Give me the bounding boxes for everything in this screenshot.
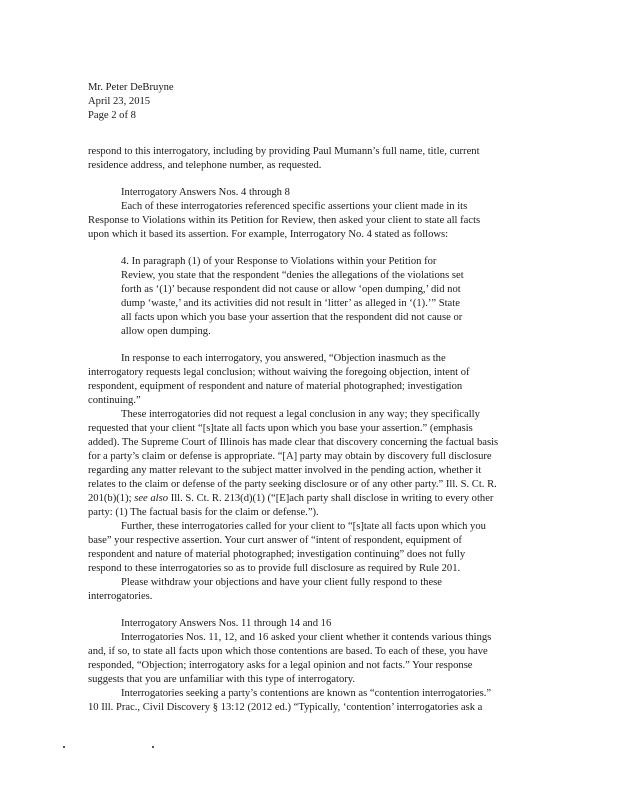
citation-text: 201(b)(1);: [88, 493, 132, 504]
quote-line: Review, you state that the respondent “denies the allegations of the violations set: [121, 270, 464, 281]
text-line: upon which it based its assertion. For example, Interrogatory No. 4 stated as follows:: [88, 229, 449, 240]
text-line: relates to the claim or defense of the party seeking disclosure or of any other party.” Ill. S. Ct. R.: [88, 479, 497, 490]
quote-line: allow open dumping.: [121, 326, 211, 337]
text-line: residence address, and telephone number, as requested.: [88, 160, 322, 171]
page-number: Page 2 of 8: [88, 110, 136, 121]
text-line: Further, these interrogatories called for your client to “[s]tate all facts upon which you: [121, 521, 486, 532]
text-line: Response to Violations within its Petition for Review, then asked your client to state all facts: [88, 215, 481, 226]
citation-signal: see also: [134, 493, 169, 504]
recipient-name: Mr. Peter DeBruyne: [88, 82, 174, 93]
text-line: respondent, equipment of respondent and nature of material photographed; investigation: [88, 381, 463, 392]
section-heading-interrogatories-11-16: Interrogatory Answers Nos. 11 through 14 and 16: [121, 618, 332, 629]
citation-text: Ill. S. Ct. R. 213(d)(1) (“[E]ach party shall disclose in writing to every other: [170, 493, 494, 504]
text-line: Each of these interrogatories referenced specific assertions your client made in its: [121, 201, 468, 212]
text-line: suggests that you are unfamiliar with this type of interrogatory.: [88, 674, 356, 685]
quote-line: all facts upon which you base your assertion that the respondent did not cause or: [121, 312, 463, 323]
text-line: and, if so, to state all facts upon which those contentions are based. To each of these, you have: [88, 646, 488, 657]
text-line: base” your respective assertion. Your curt answer of “intent of respondent, equipment of: [88, 535, 462, 546]
text-line: Interrogatories Nos. 11, 12, and 16 asked your client whether it contends various things: [121, 632, 492, 643]
text-line: responded, “Objection; interrogatory asks for a legal opinion and not facts.” Your response: [88, 660, 473, 671]
text-line: interrogatory requests legal conclusion; without waiving the foregoing objection, intent of: [88, 367, 470, 378]
text-line: regarding any matter relevant to the subject matter involved in the pending action, whether it: [88, 465, 482, 476]
text-line: added). The Supreme Court of Illinois has made clear that discovery concerning the factual basis: [88, 437, 499, 448]
text-line: interrogatories.: [88, 591, 153, 602]
text-line: party: (1) The factual basis for the claim or defense.”).: [88, 507, 319, 518]
text-line: 10 Ill. Prac., Civil Discovery § 13:12 (2012 ed.) “Typically, ‘contention’ interrogatories ask a: [88, 702, 483, 713]
text-line: respond to this interrogatory, including by providing Paul Mumann’s full name, title, current: [88, 146, 480, 157]
text-line: Interrogatories seeking a party’s contentions are known as “contention interrogatories.”: [121, 688, 492, 699]
text-line: Please withdraw your objections and have your client fully respond to these: [121, 577, 442, 588]
quote-line: 4. In paragraph (1) of your Response to Violations within your Petition for: [121, 256, 437, 267]
text-line: [88, 492, 493, 505]
text-line: requested that your client “[s]tate all facts upon which you base your assertion.” (emphasis: [88, 423, 473, 434]
scan-speck: [152, 746, 154, 748]
text-line: respondent and nature of material photographed; investigation continuing” does not fully: [88, 549, 466, 560]
section-heading-interrogatories-4-8: Interrogatory Answers Nos. 4 through 8: [121, 187, 290, 198]
text-line: continuing.”: [88, 395, 141, 406]
text-line: for a party’s claim or defense is appropriate. “[A] party may obtain by discovery full disclosure: [88, 451, 492, 462]
letter-date: April 23, 2015: [88, 96, 151, 107]
text-line: In response to each interrogatory, you answered, “Objection inasmuch as the: [121, 353, 446, 364]
quote-line: dump ‘waste,’ and its activities did not result in ‘litter’ as alleged in ‘(1).’” State: [121, 298, 460, 309]
text-line: respond to these interrogatories so as to provide full disclosure as required by Rule 201.: [88, 563, 461, 574]
scan-speck: [63, 746, 65, 748]
text-line: These interrogatories did not request a legal conclusion in any way; they specifically: [121, 409, 480, 420]
quote-line: forth as ‘(1)’ because respondent did not cause or allow ‘open dumping,’ did not: [121, 284, 461, 295]
